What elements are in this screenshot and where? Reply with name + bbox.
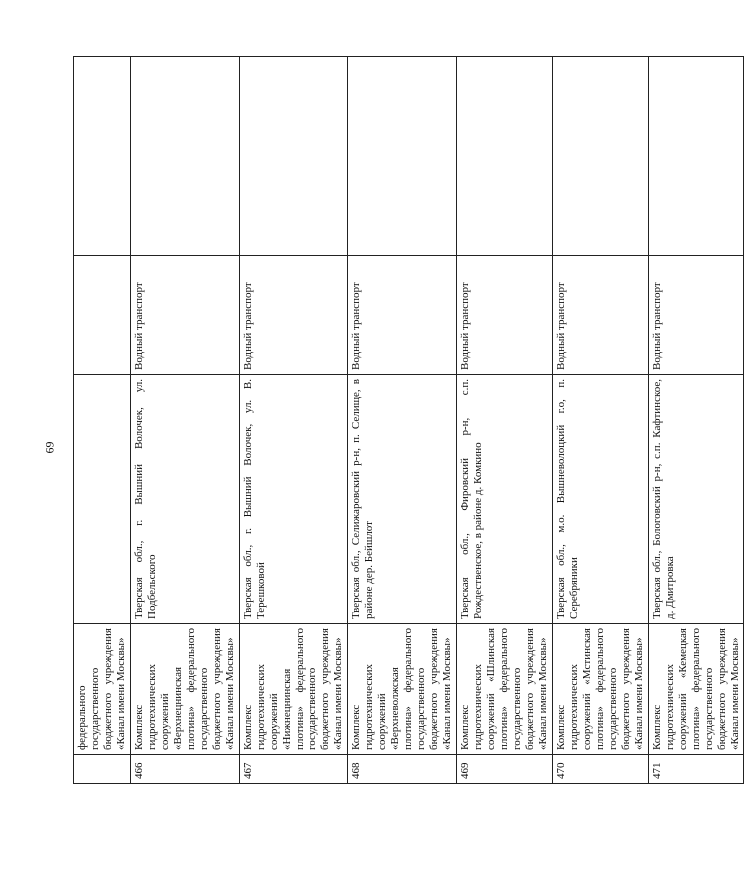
cell-address: Тверская обл., Бологовский р-н, с.п. Кафтинское, д. Дмитровка [648, 375, 744, 624]
cell-type [74, 256, 131, 375]
cell-empty [74, 57, 131, 256]
cell-type: Водный транспорт [457, 256, 553, 375]
cell-empty [130, 57, 239, 256]
cell-object: Комплекс гидротехнических сооружений «Нижнецнинская плотина» федерального государственного бюджетного учреждения «Канал имени Москвы» [239, 624, 348, 755]
cell-type: Водный транспорт [648, 256, 744, 375]
cell-address: Тверская обл., г. Вышний Волочек, ул. Подбельского [130, 375, 239, 624]
cell-empty [648, 57, 744, 256]
table-body [74, 57, 744, 784]
cell-object: Комплекс гидротехнических сооружений «Верхневолжская плотина» федерального государственного бюджетного учреждения «Канал имени Москвы» [348, 624, 457, 755]
cell-num [74, 755, 131, 784]
table-row [239, 57, 348, 784]
document-table-frame [73, 56, 741, 784]
cell-address [74, 375, 131, 624]
cell-address: Тверская обл., м.о. Вышневолоцкий г.о, п. Серебряники [552, 375, 648, 624]
table-row [348, 57, 457, 784]
cell-object: Комплекс гидротехнических сооружений «Шлинская плотина» федерального государственного бюджетного учреждения «Канал имени Москвы» [457, 624, 553, 755]
document-table [73, 56, 744, 784]
table-row [552, 57, 648, 784]
cell-address: Тверская обл., Фировский р-н, с.п. Рождественское, в районе д. Комкино [457, 375, 553, 624]
table-row [130, 57, 239, 784]
cell-address: Тверская обл., г. Вышний Волочек, ул. В. Терешковой [239, 375, 348, 624]
page-number: 69 [42, 441, 57, 454]
table-row-continued [74, 57, 131, 784]
cell-num: 469 [457, 755, 553, 784]
cell-type: Водный транспорт [552, 256, 648, 375]
cell-empty [348, 57, 457, 256]
cell-num: 466 [130, 755, 239, 784]
cell-address: Тверская обл., Селижаровский р-н, п. Селище, в районе дер. Бейшлот [348, 375, 457, 624]
cell-num: 467 [239, 755, 348, 784]
cell-num: 471 [648, 755, 744, 784]
cell-object: Комплекс гидротехнических сооружений «Верхнецнинская плотина» федерального государственного бюджетного учреждения «Канал имени Москвы» [130, 624, 239, 755]
cell-num: 470 [552, 755, 648, 784]
cell-type: Водный транспорт [130, 256, 239, 375]
cell-object: Комплекс гидротехнических сооружений «Кемецкая плотина» федерального государственного бюджетного учреждения «Канал имени Москвы» [648, 624, 744, 755]
cell-empty [457, 57, 553, 256]
cell-object: федерального государственного бюджетного учреждения «Канал имени Москвы» [74, 624, 131, 755]
cell-object: Комплекс гидротехнических сооружений «Мстинская плотина» федерального государственного бюджетного учреждения «Канал имени Москвы» [552, 624, 648, 755]
table-row [457, 57, 553, 784]
cell-empty [239, 57, 348, 256]
cell-empty [552, 57, 648, 256]
cell-type: Водный транспорт [239, 256, 348, 375]
cell-num: 468 [348, 755, 457, 784]
table-row [648, 57, 744, 784]
cell-type: Водный транспорт [348, 256, 457, 375]
